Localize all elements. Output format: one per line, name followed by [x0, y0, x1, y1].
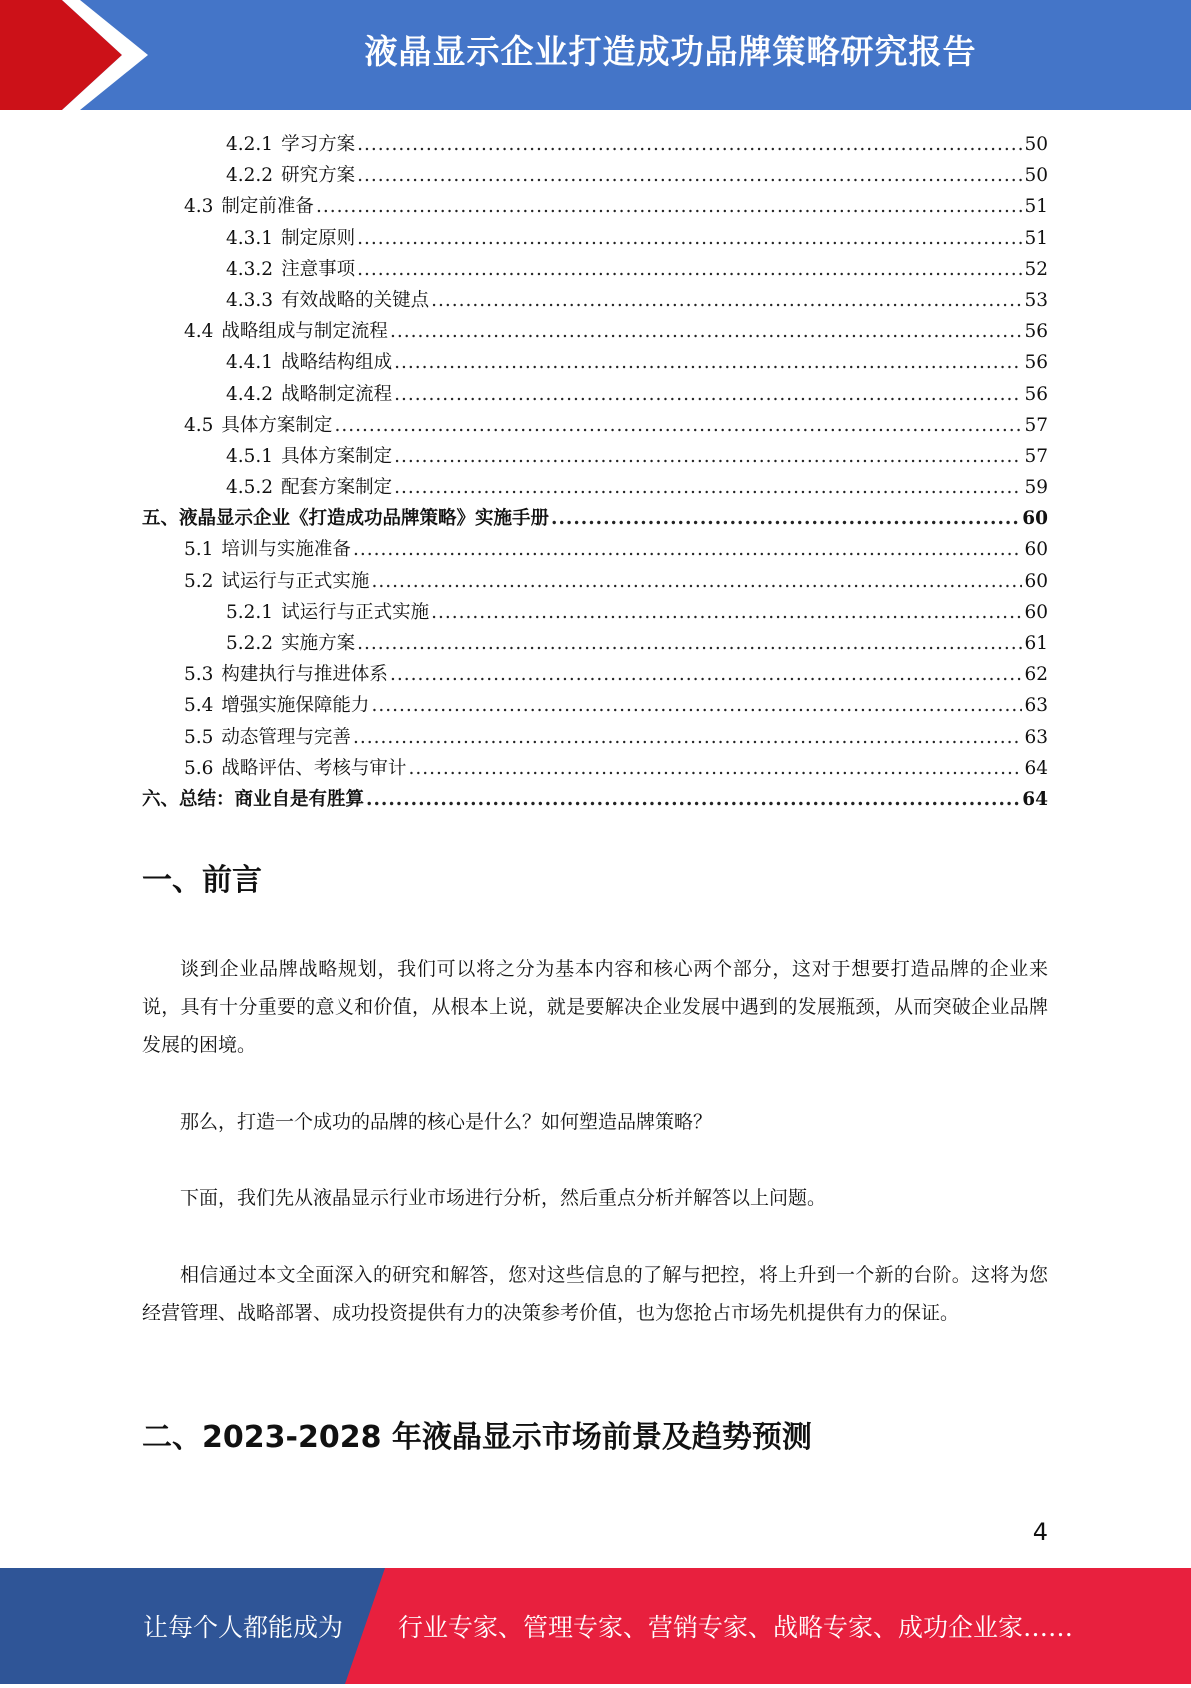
- toc-entry-number: 4.5.1: [226, 445, 274, 467]
- toc-entry-page: 50: [1024, 134, 1048, 155]
- toc-entry[interactable]: [142, 690, 1048, 721]
- toc-entry-title: 试运行与正式实施: [281, 601, 430, 623]
- toc-dot-leader: [390, 659, 1023, 690]
- toc-entry[interactable]: [142, 129, 1048, 160]
- toc-entry-title: 六、总结：商业自是有胜算: [142, 788, 365, 810]
- toc-entry-title: 注意事项: [281, 258, 356, 280]
- toc-entry[interactable]: [142, 628, 1048, 659]
- toc-entry-title: 试运行与正式实施: [221, 570, 370, 592]
- toc-dot-leader: [390, 316, 1023, 347]
- toc-entry-page: 57: [1024, 445, 1048, 467]
- paragraph: 相信通过本文全面深入的研究和解答，您对这些信息的了解与把控，将上升到一个新的台阶。这将为您经营管理、战略部署、成功投资提供有力的决策参考价值，也为您抢占市场先机提供有力的保证。: [142, 1264, 1048, 1324]
- toc-entry-page: 51: [1024, 196, 1048, 218]
- toc-entry-page: 56: [1024, 321, 1048, 343]
- toc-dot-leader: [551, 503, 1020, 534]
- toc-entry-number: 4.3.3: [226, 289, 274, 311]
- toc-dot-leader: [366, 784, 1020, 815]
- toc-entry-number: 5.3: [184, 664, 214, 686]
- toc-entry[interactable]: [142, 347, 1048, 378]
- toc-entry-title: 具体方案制定: [221, 414, 333, 436]
- toc-entry-number: 4.4.2: [226, 383, 274, 405]
- toc-entry-number: 5.4: [184, 695, 214, 717]
- section-heading-market-forecast: 二、2023-2028 年液晶显示市场前景及趋势预测: [142, 1420, 812, 1455]
- page-header: [0, 0, 1191, 110]
- toc-entry-page: 53: [1024, 289, 1048, 311]
- toc-entry[interactable]: [142, 410, 1048, 441]
- toc-entry-page: 60: [1024, 570, 1048, 592]
- toc-dot-leader: [316, 191, 1023, 222]
- page-number: 4: [1032, 1518, 1048, 1546]
- toc-dot-leader: [357, 223, 1022, 254]
- toc-entry-title: 构建执行与推进体系: [221, 664, 388, 686]
- toc-entry-page: 60: [1024, 539, 1048, 561]
- toc-entry[interactable]: [142, 441, 1048, 472]
- toc-entry-title: 有效战略的关键点: [281, 289, 430, 311]
- toc-entry-page: 62: [1024, 664, 1048, 686]
- footer-slogan-left: 让每个人都能成为: [143, 1613, 344, 1642]
- toc-entry[interactable]: [142, 784, 1048, 815]
- toc-entry-number: 5.1: [184, 539, 214, 561]
- toc-entry-page: 52: [1024, 258, 1048, 280]
- toc-entry-page: 60: [1024, 601, 1048, 623]
- toc-entry-number: 4.5.2: [226, 477, 274, 499]
- toc-entry-page: 60: [1022, 508, 1048, 530]
- toc-dot-leader: [357, 160, 1022, 191]
- table-of-contents: [142, 129, 1048, 815]
- toc-dot-leader: [394, 379, 1022, 410]
- toc-dot-leader: [334, 410, 1022, 441]
- toc-entry-page: 64: [1022, 788, 1048, 810]
- toc-dot-leader: [353, 722, 1023, 753]
- toc-entry-number: 5.2.2: [226, 633, 274, 654]
- toc-entry-page: 59: [1024, 477, 1048, 499]
- toc-entry[interactable]: [142, 191, 1048, 222]
- toc-entry-number: 4.4.1: [226, 352, 274, 374]
- toc-entry-page: 51: [1024, 227, 1048, 249]
- toc-entry[interactable]: [142, 659, 1048, 690]
- toc-dot-leader: [357, 129, 1022, 160]
- toc-entry-page: 63: [1024, 726, 1048, 748]
- toc-dot-leader: [408, 753, 1022, 784]
- toc-entry-number: 5.2: [184, 570, 214, 592]
- toc-entry[interactable]: [142, 722, 1048, 753]
- toc-entry-number: 5.2.1: [226, 601, 274, 623]
- toc-entry-page: 63: [1024, 695, 1048, 717]
- toc-dot-leader: [371, 566, 1022, 597]
- toc-entry[interactable]: [142, 223, 1048, 254]
- toc-entry[interactable]: [142, 472, 1048, 503]
- toc-entry[interactable]: [142, 379, 1048, 410]
- toc-entry-page: 61: [1024, 633, 1048, 654]
- toc-entry[interactable]: [142, 566, 1048, 597]
- toc-entry-number: 5.5: [184, 726, 214, 748]
- paragraph: 下面，我们先从液晶显示行业市场进行分析，然后重点分析并解答以上问题。: [180, 1187, 827, 1209]
- toc-entry-title: 增强实施保障能力: [221, 695, 370, 717]
- toc-entry-number: 4.4: [184, 321, 214, 343]
- toc-entry-title: 配套方案制定: [281, 477, 393, 499]
- toc-entry[interactable]: [142, 254, 1048, 285]
- toc-entry[interactable]: [142, 503, 1048, 534]
- toc-entry-number: 4.3: [184, 196, 214, 218]
- toc-entry-number: 4.5: [184, 414, 214, 436]
- toc-entry-title: 研究方案: [281, 165, 356, 187]
- toc-entry-title: 五、液晶显示企业《打造成功品牌策略》实施手册: [142, 508, 550, 530]
- toc-entry-page: 64: [1024, 757, 1048, 779]
- toc-dot-leader: [394, 472, 1022, 503]
- toc-entry-title: 制定原则: [281, 227, 356, 249]
- toc-dot-leader: [357, 628, 1022, 659]
- toc-entry[interactable]: [142, 285, 1048, 316]
- paragraph: 那么，打造一个成功的品牌的核心是什么？如何塑造品牌策略？: [180, 1111, 713, 1133]
- toc-entry[interactable]: [142, 534, 1048, 565]
- toc-entry-page: 56: [1024, 352, 1048, 374]
- toc-entry-title: 动态管理与完善: [221, 726, 351, 748]
- toc-entry-title: 战略制定流程: [281, 383, 393, 405]
- document-title: 液晶显示企业打造成功品牌策略研究报告: [364, 32, 977, 71]
- header-red-arrow-decoration: [0, 0, 160, 110]
- toc-entry-number: 5.6: [184, 757, 214, 779]
- toc-dot-leader: [394, 441, 1022, 472]
- page-footer: [0, 1568, 1191, 1684]
- toc-entry-number: 4.3.1: [226, 227, 274, 249]
- footer-slogan-right: 行业专家、管理专家、营销专家、战略专家、成功企业家……: [398, 1613, 1074, 1642]
- toc-dot-leader: [431, 285, 1022, 316]
- toc-entry-title: 具体方案制定: [281, 445, 393, 467]
- toc-dot-leader: [394, 347, 1022, 378]
- toc-dot-leader: [353, 534, 1023, 565]
- toc-dot-leader: [371, 690, 1022, 721]
- toc-entry[interactable]: [142, 753, 1048, 784]
- paragraph: 谈到企业品牌战略规划，我们可以将之分为基本内容和核心两个部分，这对于想要打造品牌的企业来说，具有十分重要的意义和价值，从根本上说，就是要解决企业发展中遇到的发展瓶颈，从而突破企业品牌发展的困境。: [142, 958, 1048, 1056]
- toc-entry-number: 4.2.2: [226, 165, 274, 187]
- toc-entry-number: 4.3.2: [226, 258, 274, 280]
- toc-entry[interactable]: [142, 160, 1048, 191]
- toc-entry-page: 56: [1024, 383, 1048, 405]
- toc-entry-title: 战略组成与制定流程: [221, 321, 388, 343]
- toc-entry-page: 50: [1024, 165, 1048, 187]
- toc-dot-leader: [357, 254, 1022, 285]
- section-heading-preface: 一、前言: [142, 863, 262, 898]
- toc-entry-title: 战略结构组成: [281, 352, 393, 374]
- toc-entry-title: 实施方案: [281, 633, 356, 654]
- toc-entry-title: 战略评估、考核与审计: [221, 757, 407, 779]
- toc-entry-title: 培训与实施准备: [221, 539, 351, 561]
- toc-entry-title: 学习方案: [281, 134, 356, 155]
- toc-entry-title: 制定前准备: [221, 196, 314, 218]
- toc-entry-page: 57: [1024, 414, 1048, 436]
- toc-entry[interactable]: [142, 597, 1048, 628]
- toc-entry[interactable]: [142, 316, 1048, 347]
- toc-entry-number: 4.2.1: [226, 134, 274, 155]
- toc-dot-leader: [431, 597, 1022, 628]
